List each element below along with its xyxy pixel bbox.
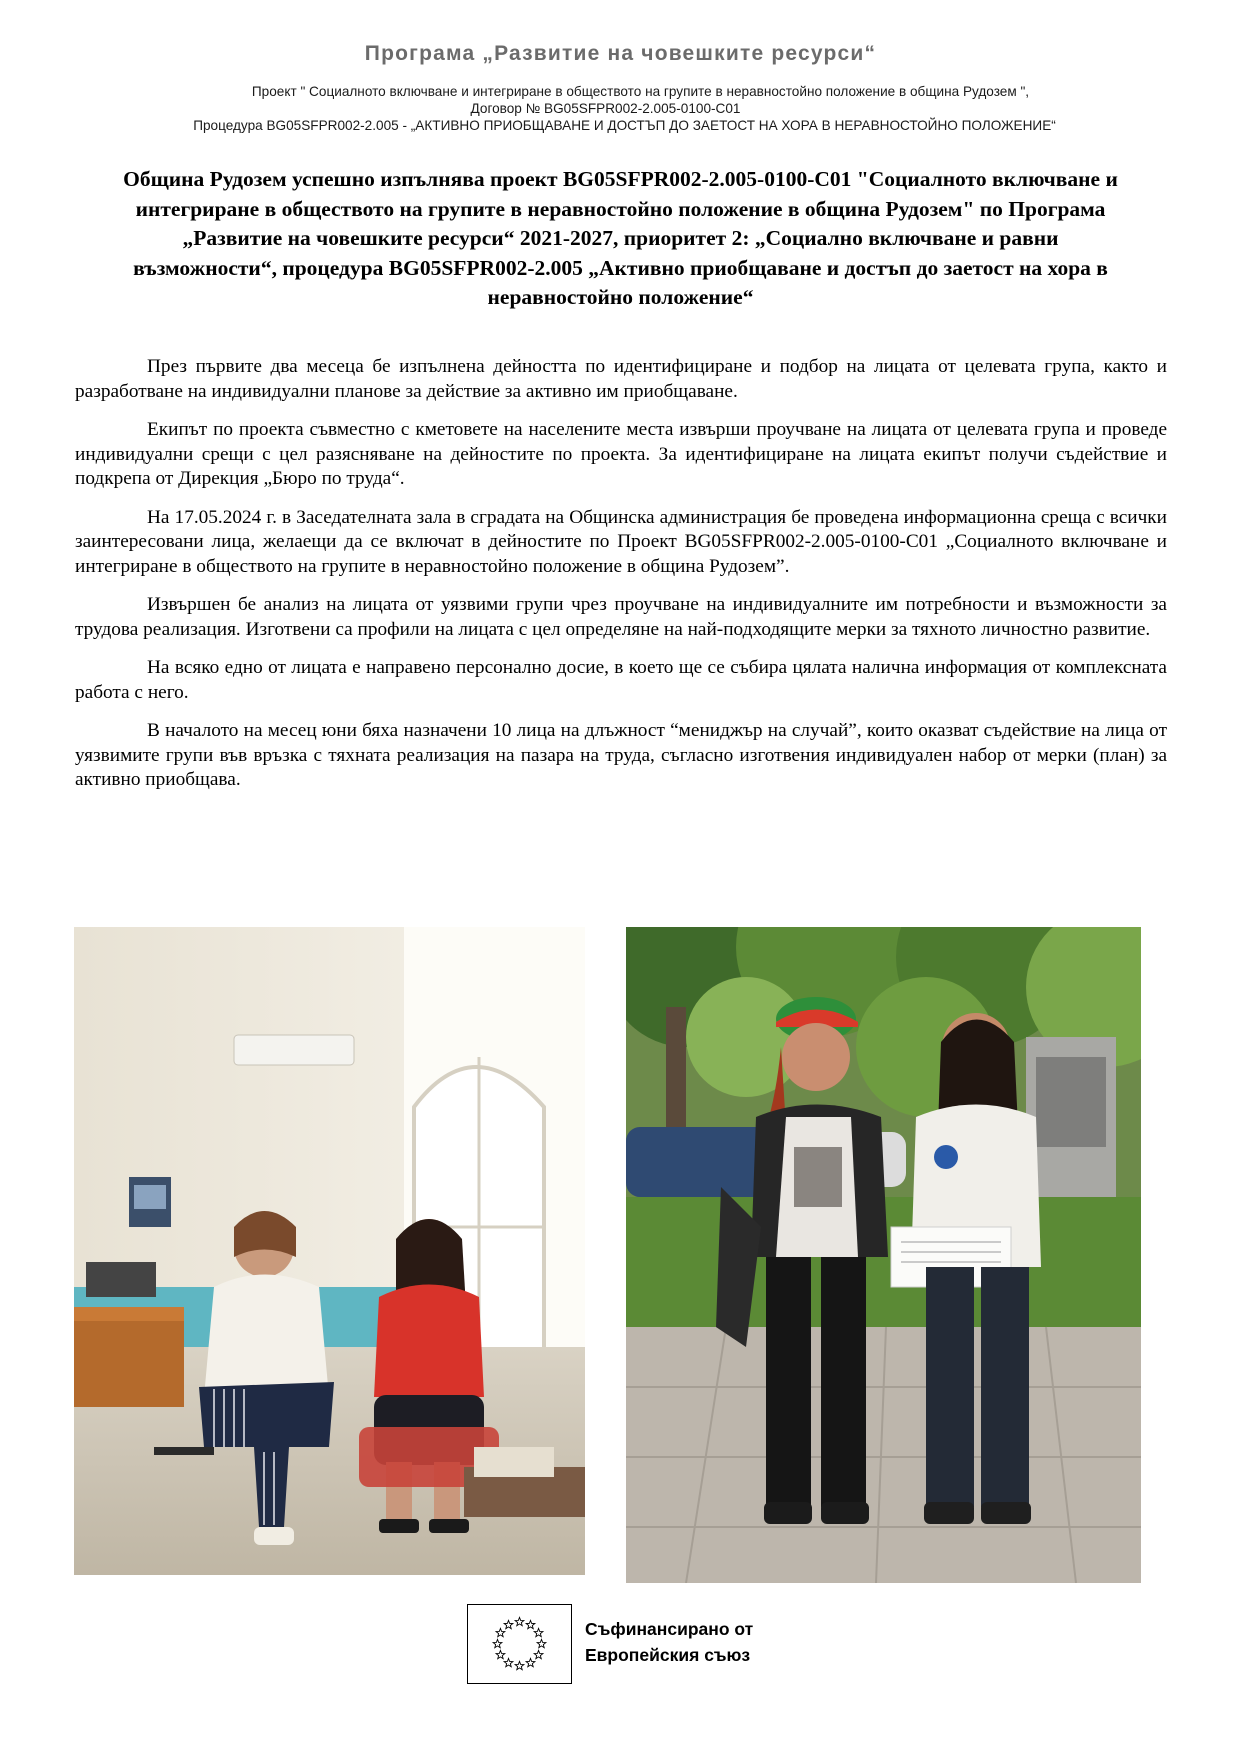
eu-cofunding-block (467, 1604, 787, 1684)
procedure-line: Процедура BG05SFPR002-2.005 - „АКТИВНО ПРИОБЩАВАНЕ И ДОСТЪП ДО ЗАЕТОСТ НА ХОРА В НЕРАВНОСТОЙНО ПОЛОЖЕНИЕ“ (193, 118, 1056, 133)
eu-star (537, 1639, 546, 1647)
eu-caption-line2: Европейския съюз (585, 1645, 751, 1665)
eu-star (493, 1639, 502, 1647)
eu-star (534, 1628, 543, 1636)
document-title: Община Рудозем успешно изпълнява проект BG05SFPR002-2.005-0100-С01 "Социалното включване и интегриране в обществото на групите в неравностойно положение в община Рудозем" по Програма „Развитие на човешките ресурси“ 2021-2027, приоритет 2: „Социално включване и равни възможности“, процедура BG05SFPR002-2.005 „Активно приобщаване и достъп до заетост на хора в неравностойно положение“ (123, 167, 1118, 309)
eu-star (504, 1620, 513, 1628)
eu-caption (585, 1616, 805, 1668)
paragraph-3: На 17.05.2024 г. в Заседателната зала в сградата на Общинска администрация бе проведена информационна среща с всички заинтересовани лица, желаещи да се включат в дейностите по Проект BG05SFPR002-2.005-0100-С01 „Социалното включване и интегриране в обществото на групите в неравностойно положение в община Рудозем”. (75, 506, 1167, 577)
eu-caption-line1: Съфинансирано от (585, 1619, 754, 1639)
project-header (0, 83, 1241, 134)
eu-star (526, 1620, 535, 1628)
eu-star (496, 1650, 505, 1658)
eu-star (515, 1661, 524, 1669)
eu-star (526, 1658, 535, 1666)
body-text (75, 355, 1167, 807)
paragraph-6: В началото на месец юни бяха назначени 10 лица на длъжност “мениджър на случай”, които оказват съдействие на лица от уязвимите групи във връзка с тяхната реализация на пазара на труда, съгласно изготвения индивидуален набор от мерки (план) за активно приобщава. (75, 720, 1167, 790)
project-line: Проект " Социалното включване и интегриране в обществото на групите в неравностойно положение в община Рудозем ", (251, 84, 1030, 99)
program-name: Програма „Развитие на човешките ресурси“ (364, 42, 877, 65)
paragraph-5: На всяко едно от лицата е направено персонално досие, в което ще се събира цялата налична информация от комплексната работа с него. (75, 657, 1167, 703)
contract-line: Договор № BG05SFPR002-2.005-0100-С01 (470, 101, 741, 116)
office-meeting-photo (74, 927, 585, 1575)
paragraph-4: Извършен бе анализ на лицата от уязвими групи чрез проучване на индивидуалните им потребности и възможности за трудова реализация. Изготвени са профили на лицата с цел определяне на най-подходящите мерки за тяхното личностно развитие. (75, 594, 1167, 640)
paragraph-2: Екипът по проекта съвместно с кметовете на населените места извърши проучване на лицата от целевата група и проведе индивидуални срещи с цел разясняване на дейностите по проекта. За идентифициране на лицата екипът получи съдействие и подкрепа от Дирекция „Бюро по труда“. (75, 419, 1167, 489)
eu-flag-icon (467, 1604, 572, 1684)
eu-star (515, 1617, 524, 1625)
paragraph-1: През първите два месеца бе изпълнена дейността по идентифициране и подбор на лицата от целевата група, както и разработване на индивидуални планове за действие за активно им приобщаване. (75, 356, 1167, 402)
eu-star (534, 1650, 543, 1658)
eu-star (504, 1658, 513, 1666)
outdoor-two-women-photo (626, 927, 1141, 1583)
eu-star (496, 1628, 505, 1636)
